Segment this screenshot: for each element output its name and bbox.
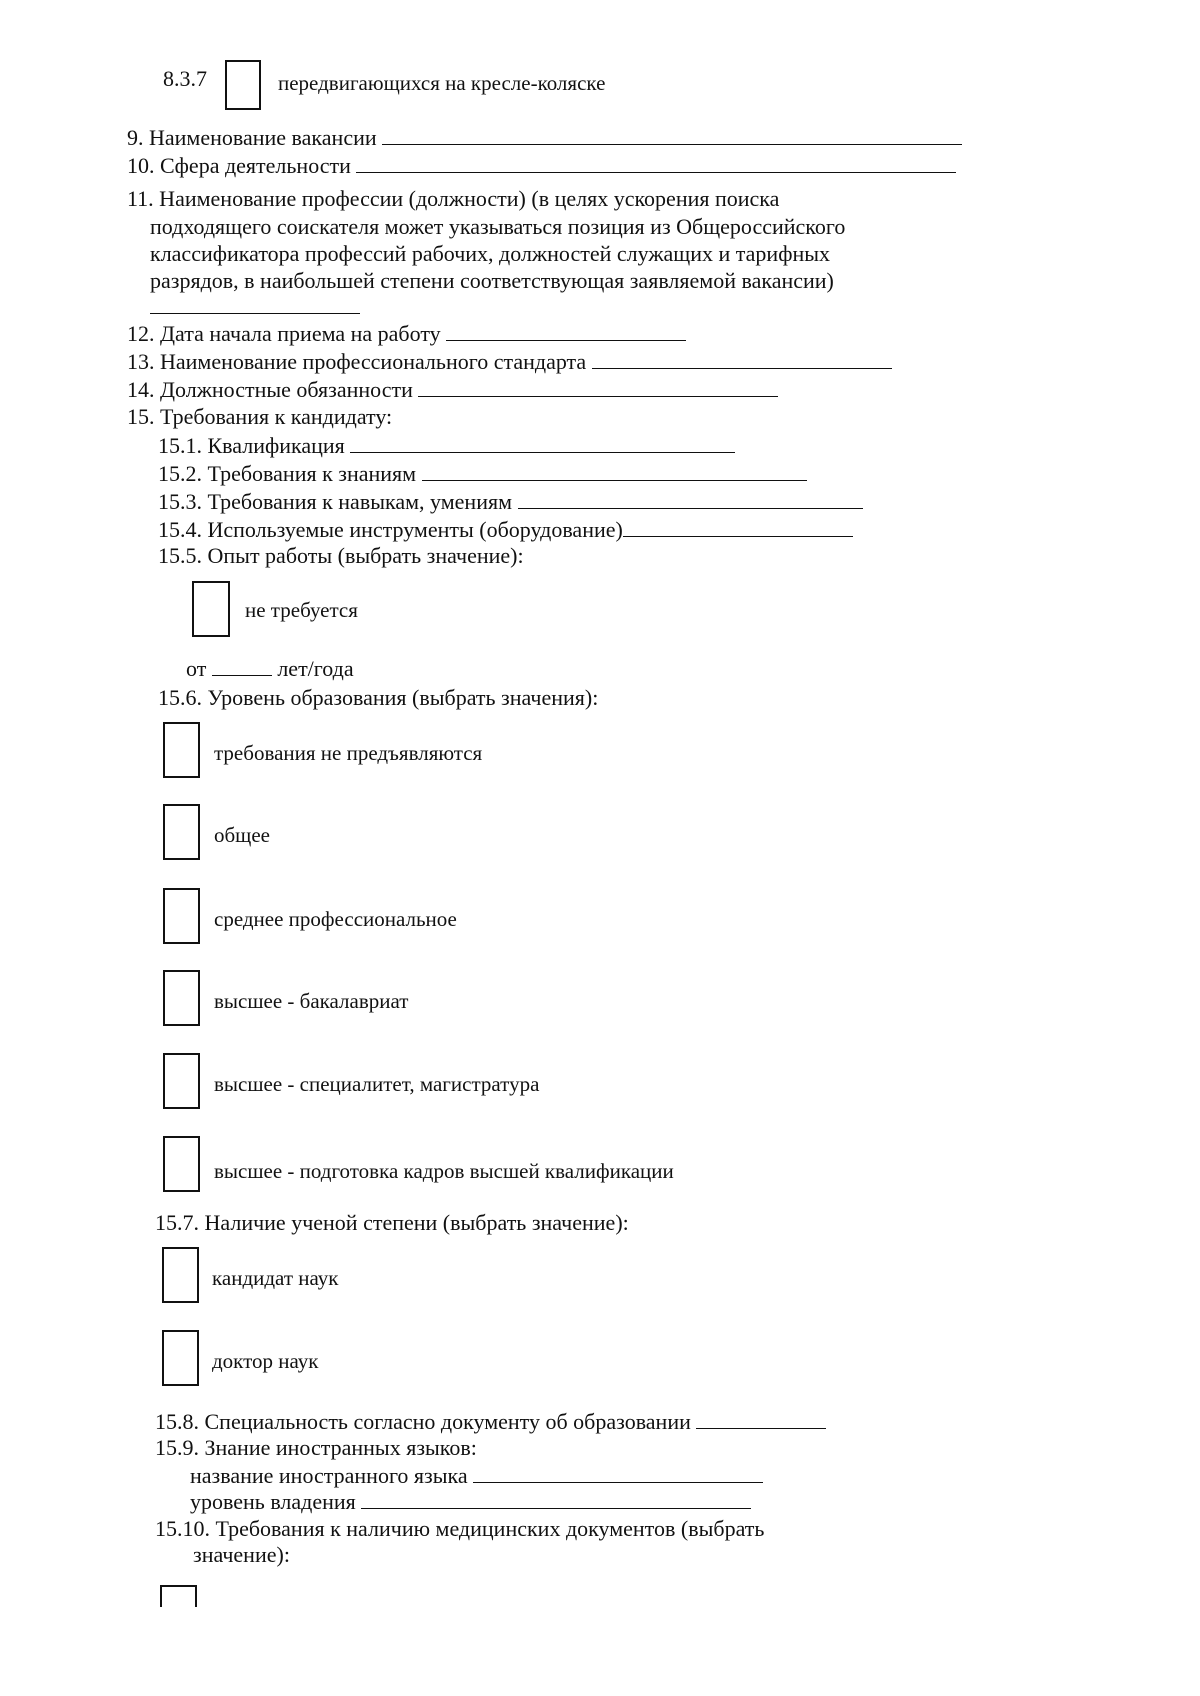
option-education-bachelor: высшее - бакалавриат [214,989,409,1013]
field-label-profession-line-2: подходящего соискателя может указываться позиция из Общероссийского [150,214,846,239]
language-level-input[interactable] [361,1488,751,1509]
field-label-language-level: уровень владения [190,1488,751,1515]
vacancy-name-input[interactable] [382,124,962,145]
field-label-activity-sphere: 10. Сфера деятельности [127,152,956,179]
field-label-knowledge: 15.2. Требования к знаниям [158,460,807,487]
checkbox-degree-doctor[interactable] [162,1330,199,1386]
checkbox-education-specialist-master[interactable] [163,1053,200,1109]
option-degree-doctor: доктор наук [212,1349,319,1373]
field-label-tools: 15.4. Используемые инструменты (оборудование) [158,516,853,543]
experience-years-input[interactable] [212,655,272,676]
checkbox-education-secondary-prof[interactable] [163,888,200,944]
checkbox-education-none[interactable] [163,722,200,778]
field-label-degree: 15.7. Наличие ученой степени (выбрать значение): [155,1210,629,1235]
specialty-input[interactable] [696,1408,826,1429]
field-label-languages: 15.9. Знание иностранных языков: [155,1435,477,1460]
field-label-qualification: 15.1. Квалификация [158,432,735,459]
field-label-duties: 14. Должностные обязанности [127,376,778,403]
profession-input[interactable] [150,313,360,314]
checkbox-degree-candidate[interactable] [162,1247,199,1303]
field-label-start-date: 12. Дата начала приема на работу [127,320,686,347]
item-number-8-3-7: 8.3.7 [163,66,207,91]
checkbox-medical-docs-partial[interactable] [160,1585,197,1607]
checkbox-education-highest-qualification[interactable] [163,1136,200,1192]
checkbox-experience-none[interactable] [192,581,230,637]
field-label-experience-years: от лет/года [186,656,354,681]
field-label-vacancy-name: 9. Наименование вакансии [127,124,962,151]
field-label-education: 15.6. Уровень образования (выбрать значения): [158,685,599,710]
option-education-specialist-master: высшее - специалитет, магистратура [214,1072,540,1096]
option-degree-candidate: кандидат наук [212,1266,339,1290]
field-label-language-name: название иностранного языка [190,1462,763,1489]
field-label-experience: 15.5. Опыт работы (выбрать значение): [158,543,524,568]
field-label-profession-line-1: 11. Наименование профессии (должности) (в целях ускорения поиска [127,186,780,211]
prof-standard-input[interactable] [592,348,892,369]
duties-input[interactable] [418,376,778,397]
knowledge-input[interactable] [422,460,807,481]
field-label-profession-line-4: разрядов, в наибольшей степени соответствующая заявляемой вакансии) [150,268,834,293]
option-education-none: требования не предъявляются [214,741,483,765]
option-education-highest-qualification: высшее - подготовка кадров высшей квалификации [214,1159,674,1183]
qualification-input[interactable] [350,432,735,453]
skills-input[interactable] [518,488,863,509]
field-label-prof-standard: 13. Наименование профессионального стандарта [127,348,892,375]
field-label-requirements: 15. Требования к кандидату: [127,404,393,429]
checkbox-wheelchair[interactable] [225,60,261,110]
option-education-secondary-prof: среднее профессиональное [214,907,457,931]
option-experience-none: не требуется [245,598,358,622]
item-label-8-3-7: передвигающихся на кресле-коляске [278,71,606,95]
option-education-general: общее [214,823,270,847]
field-label-medical-docs-line-1: 15.10. Требования к наличию медицинских документов (выбрать [155,1516,765,1541]
field-label-medical-docs-line-2: значение): [193,1542,290,1567]
language-name-input[interactable] [473,1462,763,1483]
checkbox-education-bachelor[interactable] [163,970,200,1026]
field-label-specialty: 15.8. Специальность согласно документу об образовании [155,1408,826,1435]
checkbox-education-general[interactable] [163,804,200,860]
tools-input[interactable] [623,516,853,537]
field-label-profession-line-3: классификатора профессий рабочих, должностей служащих и тарифных [150,241,831,266]
field-label-skills: 15.3. Требования к навыкам, умениям [158,488,863,515]
start-date-input[interactable] [446,320,686,341]
activity-sphere-input[interactable] [356,152,956,173]
